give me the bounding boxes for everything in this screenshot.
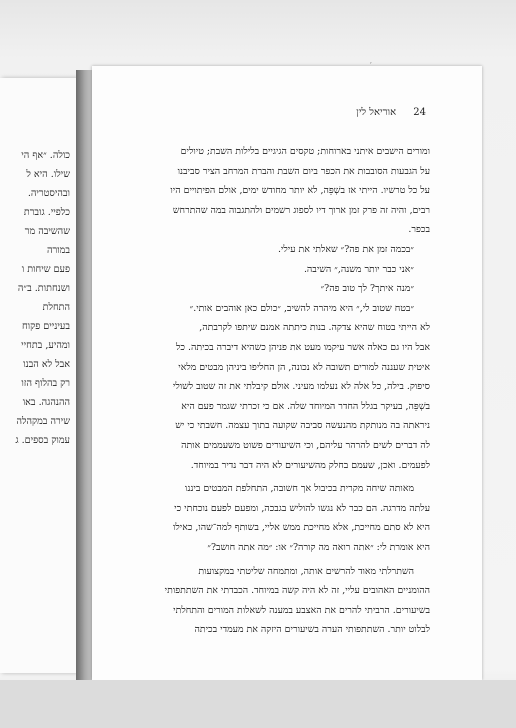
scanner-bottom-margin <box>0 680 516 728</box>
text-line: איטית שעננה למורים תשובה לא נכונה, הן החליפו ביניהן מבטים מלאי <box>178 361 430 373</box>
text-line: ניראתה בה מנותקת מהנעשה סביבה שקועה בתוך עצמה. חשבתי כי יש <box>175 420 430 432</box>
running-header-author: אוריאל לין <box>356 107 397 118</box>
left-page-line: כלפיי. גוברת <box>23 207 70 218</box>
left-page-line: התחלת <box>42 302 70 313</box>
top-mark: ׳ <box>370 60 372 68</box>
text-line: ״בטח שטוב לי,״ היא מיהרה להשיב, ״כולם כאן אוהבים אותי.״ <box>189 302 414 314</box>
left-page-line: ובהיסטריה. <box>27 188 70 199</box>
left-page-line: במורה <box>47 245 70 256</box>
text-line: רבים, והיה זה פרק זמן ארוך דיו לספוג רשמים ולהתגבוה במה שהתרחש <box>172 204 430 216</box>
text-line: ומורים הישבים איתני בארוחות; טקסים הגיגיים בלילות השבת; טיולים <box>180 146 430 157</box>
left-page-line: שילו. היא ל <box>26 169 70 180</box>
left-page-line: רק בהלוף הזו <box>21 378 70 389</box>
left-page-line: עמוק בספים. ג <box>15 435 70 446</box>
text-line: לה דברים לשים להרהר עליהם, וכי השיעורים פשוט משעממים אותה <box>181 440 430 451</box>
text-line: סיפוק. בילה, כל אלה לא נעלמו מעיני. אולם קיבלתי את זה שטוב לשולי <box>172 381 430 393</box>
left-page-line: ההנהגה. באו <box>22 397 70 408</box>
running-header <box>292 107 426 118</box>
text-line: על כל טרשיו. הייתי אז בשְׁפֵּה, לא יותר מחודש ימים, אולם הפיתויים היו <box>170 185 430 197</box>
left-page-line: כולה. ״אף הי <box>21 150 70 161</box>
text-line: היא לא סתם מחייכת, אלא מחייכת ממש אליי, בשותף למה־שהו, כאילו <box>172 522 430 534</box>
text-line: לפעמים. ואכן, שעמם בחלק מהשיעורים לא היה דבר נדיר במיוחד. <box>190 459 430 471</box>
left-page-line: בעיניים פקוח <box>21 321 70 332</box>
left-page-line: שירה במקהלה <box>16 416 70 427</box>
text-line: ההומניים האהובים עליי, זה לא היה קשה במיוחד. הכבדתי את השתתפותי <box>164 585 430 597</box>
page-number: 24 <box>413 107 426 118</box>
text-line: בכפר. <box>408 224 430 236</box>
text-line: היא אומרת לי: ״אתה רואה מה קורה?״ או: ״מה אתה חושב?״ <box>207 542 430 553</box>
text-line: עלתה מדרגה. הם כבר לא נגשו להוליש בגבכה, ומפעם לפעם נוכחתי כי <box>174 502 430 514</box>
text-line: לא הייתי בטוח שהיא צדקה. בנות כיתתה אמנם שיתפו לקרבתה, <box>199 322 430 334</box>
left-page-line: אבל לא הבנו <box>23 359 70 370</box>
left-facing-page <box>0 78 76 673</box>
left-page-line: ושנחתות. ב״ה <box>17 283 70 294</box>
text-line: ״מנה איתך? לך טוב פה?״ <box>320 283 414 295</box>
text-line: אבל היו גם כאלה אשר עיקמו מעט את פניהן כשהיא דיברה בכיתה. כל <box>176 342 430 353</box>
text-line: בשיעורים. הרביתי להרים את האצבע במענה לשאלות המורים והתחלתי <box>173 604 430 616</box>
left-page-line: ומהיע, בתחיי <box>21 340 70 351</box>
text-line: ״אני כבר יותר משנה,״ השיבה. <box>303 263 414 275</box>
text-line: השתרלתי מאוד להרשים אותה, ומתמחה שליטתי במקצועות <box>198 565 414 577</box>
text-line: לבלוט יותר. השתתפותי הערה בשיעורים היזקה את מעמדי בכיתה <box>194 624 430 636</box>
text-line: על הגבעות הסובבות את הכפר ביום השבת והברת המרחב הציר סביבנו <box>177 165 430 177</box>
text-line: ״בכמה זמן את פה?״ שאלתי את עילי. <box>277 244 414 255</box>
text-line: מאותה שיחה מקרית בכיבול אך חשובה, התחלפת המבטים ביננו <box>184 483 414 495</box>
left-page-line: שהשיבה מר <box>24 226 70 237</box>
left-page-line: פעם שיחות ו <box>21 264 70 275</box>
text-line: בשְׁפֵּה, בעיקר בגלל החדר המיוחד שלה. אם כי זכרתי שגמר פעם היא <box>181 400 430 412</box>
